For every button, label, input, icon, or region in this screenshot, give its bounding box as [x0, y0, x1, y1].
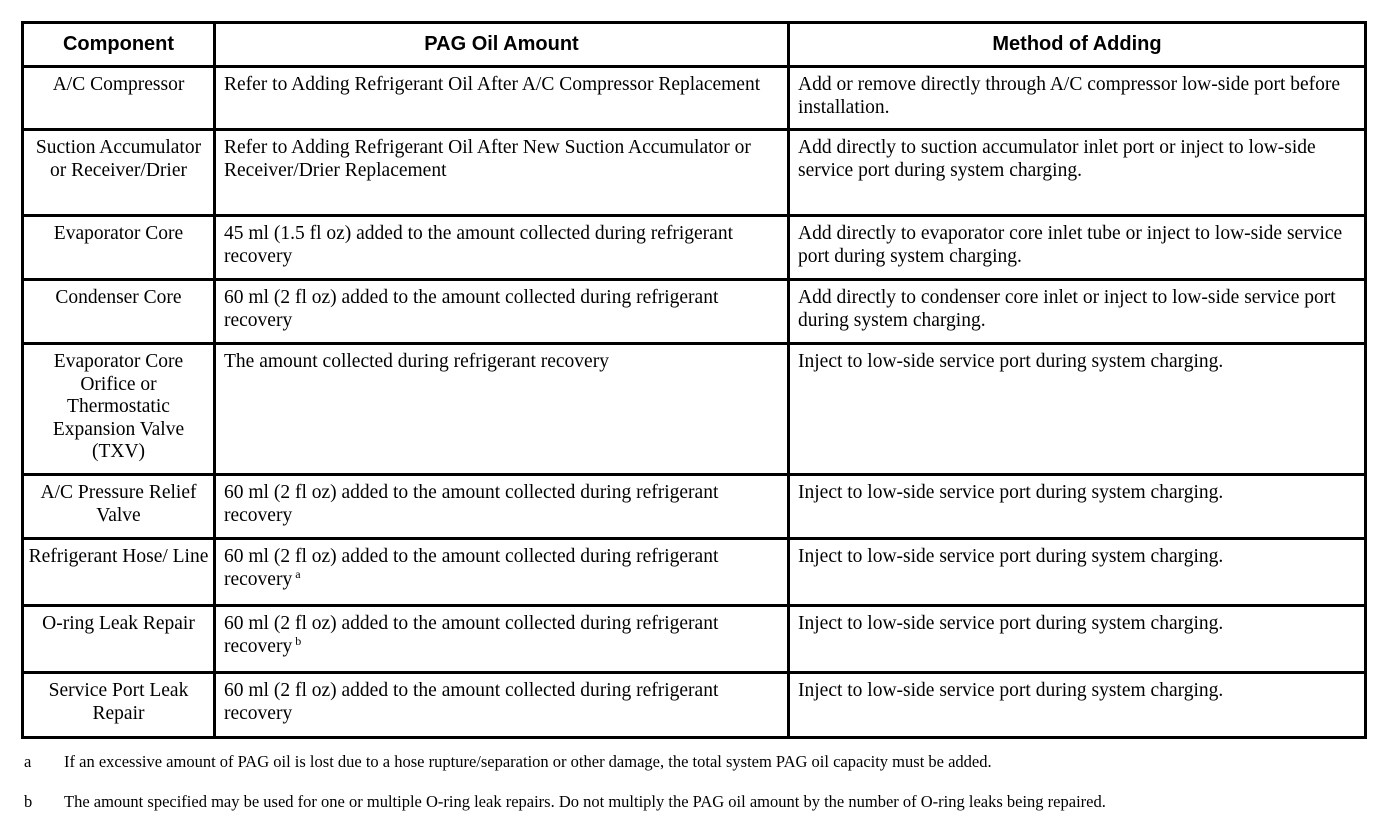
- table-row: [23, 539, 1366, 606]
- component-cell: Refrigerant Hose/ Line: [23, 539, 215, 606]
- footnote-mark: a: [24, 752, 32, 771]
- pag-oil-table: [21, 21, 1367, 739]
- method-cell: Add directly to evaporator core inlet tube or inject to low-side service port during system charging.: [789, 216, 1366, 280]
- amount-cell: [215, 539, 789, 606]
- footnote-a: [24, 748, 1364, 788]
- method-cell: Inject to low-side service port during system charging.: [789, 344, 1366, 475]
- footnote-text: The amount specified may be used for one or multiple O-ring leak repairs. Do not multiply the PAG oil amount by the number of O-ring leaks being repaired.: [64, 792, 1106, 811]
- amount-text: 60 ml (2 fl oz) added to the amount collected during refrigerant recovery: [224, 546, 719, 590]
- amount-cell: Refer to Adding Refrigerant Oil After A/C Compressor Replacement: [215, 67, 789, 130]
- footnote-ref-b: b: [295, 633, 302, 648]
- amount-cell: 60 ml (2 fl oz) added to the amount collected during refrigerant recovery: [215, 475, 789, 539]
- component-cell: Service Port Leak Repair: [23, 673, 215, 738]
- header-component: Component: [23, 23, 215, 67]
- amount-cell: 60 ml (2 fl oz) added to the amount collected during refrigerant recovery: [215, 280, 789, 344]
- method-cell: Add directly to suction accumulator inlet port or inject to low-side service port during system charging.: [789, 130, 1366, 216]
- table-row: [23, 67, 1366, 130]
- header-pag-oil-amount: PAG Oil Amount: [215, 23, 789, 67]
- component-cell: Evaporator Core: [23, 216, 215, 280]
- component-cell: A/C Compressor: [23, 67, 215, 130]
- amount-cell: Refer to Adding Refrigerant Oil After New Suction Accumulator or Receiver/Drier Replacement: [215, 130, 789, 216]
- component-cell: A/C Pressure Relief Valve: [23, 475, 215, 539]
- amount-text: 60 ml (2 fl oz) added to the amount collected during refrigerant recovery: [224, 613, 719, 657]
- table-row: [23, 130, 1366, 216]
- amount-cell: The amount collected during refrigerant recovery: [215, 344, 789, 475]
- amount-cell: 45 ml (1.5 fl oz) added to the amount collected during refrigerant recovery: [215, 216, 789, 280]
- table-row: [23, 216, 1366, 280]
- component-cell: Evaporator Core Orifice or Thermostatic Expansion Valve (TXV): [23, 344, 215, 475]
- table-row: [23, 280, 1366, 344]
- method-cell: Add or remove directly through A/C compressor low-side port before installation.: [789, 67, 1366, 130]
- footnote-mark: b: [24, 792, 33, 811]
- table-header-row: [23, 23, 1366, 67]
- component-cell: O-ring Leak Repair: [23, 606, 215, 673]
- footnote-text: If an excessive amount of PAG oil is lost due to a hose rupture/separation or other damage, the total system PAG oil capacity must be added.: [64, 752, 992, 771]
- component-cell: Suction Accumulator or Receiver/Drier: [23, 130, 215, 216]
- table-row: [23, 606, 1366, 673]
- footnote-b: [24, 788, 1364, 828]
- method-cell: Inject to low-side service port during system charging.: [789, 539, 1366, 606]
- component-cell: Condenser Core: [23, 280, 215, 344]
- method-cell: Add directly to condenser core inlet or inject to low-side service port during system charging.: [789, 280, 1366, 344]
- footnotes: [24, 748, 1364, 828]
- header-method-of-adding: Method of Adding: [789, 23, 1366, 67]
- amount-cell: 60 ml (2 fl oz) added to the amount collected during refrigerant recovery: [215, 673, 789, 738]
- method-cell: Inject to low-side service port during system charging.: [789, 475, 1366, 539]
- method-cell: Inject to low-side service port during system charging.: [789, 606, 1366, 673]
- table-row: [23, 344, 1366, 475]
- footnote-ref-a: a: [295, 566, 301, 581]
- amount-cell: [215, 606, 789, 673]
- method-cell: Inject to low-side service port during system charging.: [789, 673, 1366, 738]
- table-row: [23, 673, 1366, 738]
- table-row: [23, 475, 1366, 539]
